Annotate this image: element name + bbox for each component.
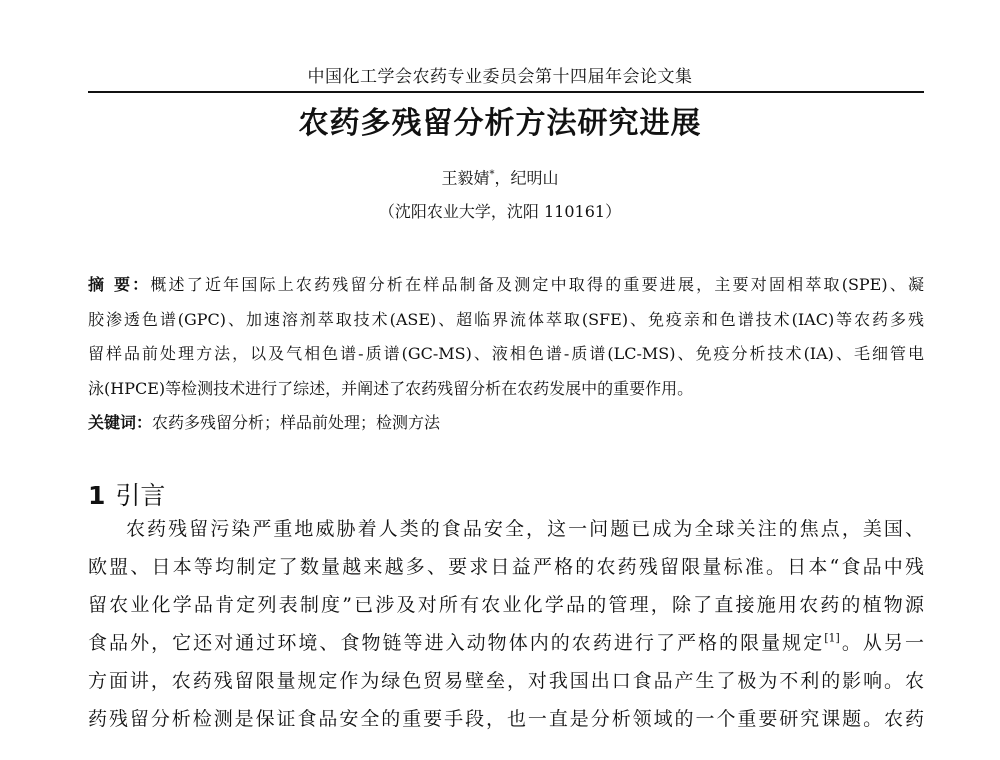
- abstract-line: 胶渗透色谱(GPC)、加速溶剂萃取技术(ASE)、超临界流体萃取(SFE)、免疫亲和色谱技术(IAC)等农药多残: [88, 309, 924, 329]
- body-line-text: 食品外，它还对通过环境、食物链等进入动物体内的农药进行了严格的限量规定: [88, 632, 825, 654]
- body-line-text: 。从另一: [839, 632, 924, 654]
- body-text: [88, 510, 924, 738]
- paper-title: 农药多残留分析方法研究进展: [298, 106, 702, 141]
- keywords: [88, 412, 924, 434]
- author-name: 王毅婧: [441, 168, 490, 188]
- header-rule: [88, 91, 924, 93]
- running-header: 中国化工学会农药专业委员会第十四届年会论文集: [307, 67, 693, 87]
- author-name: 纪明山: [510, 168, 559, 188]
- affiliation: （沈阳农业大学，沈阳 110161）: [378, 202, 622, 221]
- author-line: [0, 164, 1000, 189]
- keywords-text: 农药多残留分析；样品前处理；检测方法: [152, 413, 441, 432]
- body-line: 农药残留污染严重地威胁着人类的食品安全，这一问题已成为全球关注的焦点，美国、: [126, 518, 924, 540]
- body-line: 方面讲，农药残留限量规定作为绿色贸易壁垒，对我国出口食品产生了极为不利的影响。农: [88, 670, 924, 692]
- body-line: 留农业化学品肯定列表制度”已涉及对所有农业化学品的管理，除了直接施用农药的植物源: [88, 594, 924, 616]
- corresponding-mark: *: [489, 169, 495, 180]
- keywords-label: 关键词：: [88, 413, 153, 432]
- abstract-label: 摘 要：: [88, 275, 151, 294]
- abstract: [88, 268, 924, 406]
- body-line: [88, 624, 924, 662]
- body-line: 欧盟、日本等均制定了数量越来越多、要求日益严格的农药残留限量标准。日本“食品中残: [88, 556, 924, 578]
- body-line: 药残留分析检测是保证食品安全的重要手段，也一直是分析领域的一个重要研究课题。农药: [88, 708, 924, 730]
- citation-ref: [1]: [824, 631, 840, 645]
- abstract-text: 概述了近年国际上农药残留分析在样品制备及测定中取得的重要进展，主要对固相萃取(SPE)、凝: [150, 275, 924, 294]
- author-separator: ，: [494, 168, 511, 188]
- abstract-line: [88, 268, 924, 303]
- section-heading: [88, 479, 165, 513]
- abstract-line: 泳(HPCE)等检测技术进行了综述，并阐述了农药残留分析在农药发展中的重要作用。: [88, 378, 694, 398]
- section-number: 1: [88, 481, 106, 510]
- abstract-line: 留样品前处理方法，以及气相色谱-质谱(GC-MS)、液相色谱-质谱(LC-MS)、免疫分析技术(IA)、毛细管电: [88, 344, 924, 363]
- section-title: 引言: [115, 481, 166, 510]
